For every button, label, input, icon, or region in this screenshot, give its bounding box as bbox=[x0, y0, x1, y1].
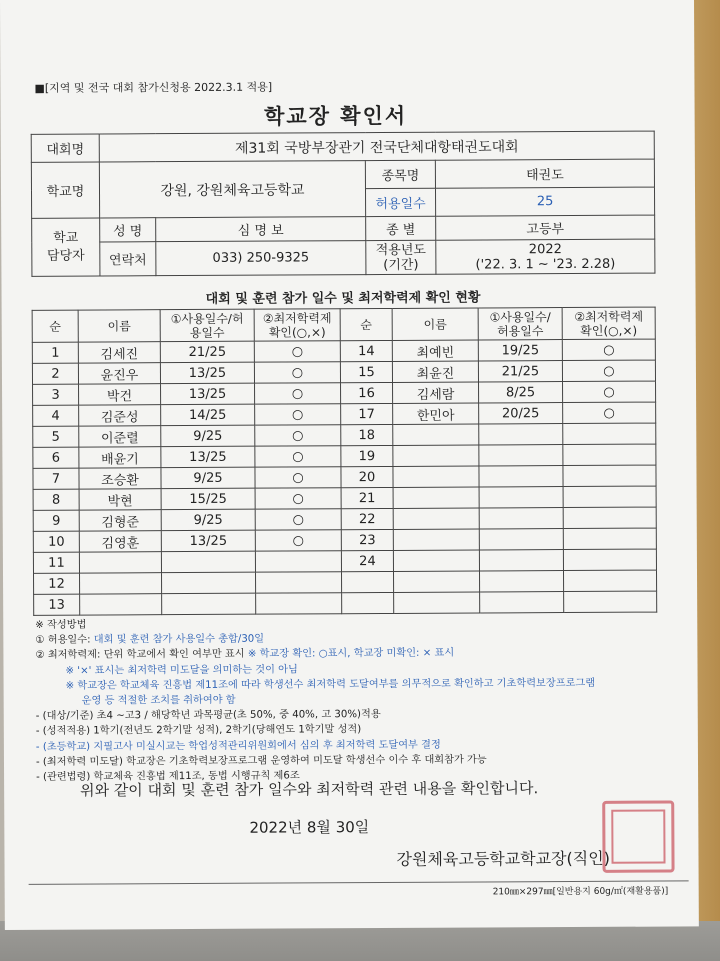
student-name: 박건 bbox=[79, 384, 161, 405]
row-number-2: 19 bbox=[341, 445, 393, 466]
row-number-2: 16 bbox=[341, 382, 393, 403]
student-name: 김영훈 bbox=[79, 531, 161, 552]
used-days-2 bbox=[479, 466, 563, 487]
min-check-2: ○ bbox=[563, 381, 656, 402]
row-number-2: 18 bbox=[341, 424, 393, 445]
used-days-2: 20/25 bbox=[479, 403, 563, 424]
row-number: 6 bbox=[33, 447, 79, 468]
student-name-2 bbox=[393, 508, 479, 529]
used-days: 21/25 bbox=[160, 341, 254, 362]
student-name-2: 한민아 bbox=[393, 403, 479, 424]
row-number-2: 15 bbox=[340, 361, 392, 382]
roster-table bbox=[32, 307, 658, 616]
row-number: 3 bbox=[33, 384, 79, 405]
col-header-no: 순 bbox=[32, 310, 78, 342]
row-number: 4 bbox=[33, 405, 79, 426]
used-days-2: 21/25 bbox=[478, 361, 562, 382]
used-days: 9/25 bbox=[161, 509, 255, 530]
event-label: 종목명 bbox=[365, 160, 435, 188]
note-1-body: 대회 및 훈련 참가 사용일수 총합/30일 bbox=[93, 633, 265, 646]
allowed-days-label: 허용일수 bbox=[365, 188, 435, 216]
student-name bbox=[79, 552, 161, 573]
used-days bbox=[162, 593, 256, 614]
min-check-2 bbox=[563, 570, 656, 591]
min-check-2 bbox=[563, 465, 656, 486]
row-number: 7 bbox=[33, 468, 79, 489]
row-number-2: 20 bbox=[341, 466, 393, 487]
student-name: 김준성 bbox=[79, 405, 161, 426]
note-line-6: - (대상/기준) 초4 ~고3 / 해당학년 과목평균(초 50%, 중 40%, 고 30%)적용 bbox=[35, 709, 381, 723]
row-number: 11 bbox=[33, 552, 79, 573]
min-check: ○ bbox=[255, 467, 341, 488]
row-number-2 bbox=[342, 592, 394, 613]
used-days bbox=[161, 551, 255, 572]
roster-body bbox=[32, 339, 656, 615]
col-header-min2: ②최저학력제 확인(○,×) bbox=[562, 307, 655, 339]
document-title: 학교장 확인서 bbox=[264, 103, 408, 129]
col-header-no2: 순 bbox=[340, 308, 392, 340]
student-name-2 bbox=[393, 529, 479, 550]
contact-group-label: 학교 담당자 bbox=[32, 218, 100, 276]
note-2-prefix: ② 최저학력제: 단위 학교에서 확인 여부만 표시 bbox=[35, 649, 248, 662]
min-check: ○ bbox=[255, 509, 341, 530]
min-check-2 bbox=[563, 549, 656, 570]
year-cell bbox=[436, 239, 655, 274]
student-name-2: 김세람 bbox=[393, 382, 479, 403]
min-check-2 bbox=[563, 507, 656, 528]
row-number-2: 23 bbox=[341, 529, 393, 550]
min-check-2: ○ bbox=[562, 360, 655, 381]
used-days-2 bbox=[479, 508, 563, 529]
used-days-2: 8/25 bbox=[479, 382, 563, 403]
min-check: ○ bbox=[254, 362, 340, 383]
row-number: 5 bbox=[33, 426, 79, 447]
used-days-2: 19/25 bbox=[478, 340, 562, 361]
student-name-2: 최예빈 bbox=[392, 340, 478, 361]
year-period: ('22. 3. 1 ~ '23. 2.28) bbox=[475, 256, 616, 273]
student-name-2 bbox=[393, 466, 479, 487]
name-label: 성 명 bbox=[100, 218, 156, 242]
used-days-2 bbox=[479, 445, 563, 466]
row-number: 9 bbox=[33, 510, 79, 531]
note-line-3: ※ '×' 표시는 최저학력 미도달을 의미하는 것이 아님 bbox=[65, 664, 298, 677]
min-check-2 bbox=[563, 486, 656, 507]
used-days-2 bbox=[480, 592, 564, 613]
row-number-2: 21 bbox=[341, 487, 393, 508]
row-number-2: 24 bbox=[341, 550, 393, 571]
student-name-2 bbox=[393, 487, 479, 508]
note-line-5: 운영 등 적절한 조치를 취하여야 함 bbox=[81, 694, 236, 707]
note-2-body: ※ 학교장 확인: ○표시, 학교장 미확인: × 표시 bbox=[247, 648, 455, 661]
min-check: ○ bbox=[255, 446, 341, 467]
used-days-2 bbox=[479, 424, 563, 445]
used-days: 13/25 bbox=[160, 362, 254, 383]
used-days: 13/25 bbox=[161, 383, 255, 404]
competition-label: 대회명 bbox=[31, 134, 99, 162]
issue-date: 2022년 8월 30일 bbox=[249, 818, 370, 837]
min-check: ○ bbox=[255, 404, 341, 425]
min-check: ○ bbox=[255, 425, 341, 446]
row-number-2: 14 bbox=[340, 340, 392, 361]
min-check-2 bbox=[563, 528, 656, 549]
student-name-2 bbox=[393, 445, 479, 466]
student-name-2 bbox=[394, 592, 480, 613]
category-value: 고등부 bbox=[436, 215, 655, 240]
allowed-days-value: 25 bbox=[435, 187, 654, 216]
competition-value: 제31회 국방부장관기 전국단체대항태권도대회 bbox=[99, 131, 654, 162]
row-number: 10 bbox=[33, 531, 79, 552]
min-check bbox=[255, 572, 341, 593]
row-number: 2 bbox=[32, 363, 78, 384]
col-header-days2: ①사용일수/ 허용일수 bbox=[478, 308, 562, 340]
min-check: ○ bbox=[255, 530, 341, 551]
row-number: 13 bbox=[34, 594, 80, 615]
row-number-2 bbox=[341, 571, 393, 592]
min-check-2: ○ bbox=[563, 402, 656, 423]
row-number: 8 bbox=[33, 489, 79, 510]
official-seal-stamp bbox=[602, 800, 674, 872]
student-name: 김세진 bbox=[78, 342, 160, 363]
min-check-2 bbox=[563, 423, 656, 444]
row-number-2: 22 bbox=[341, 508, 393, 529]
principal-signature: 강원체육고등학교학교장(직인) bbox=[396, 848, 610, 869]
used-days-2 bbox=[479, 487, 563, 508]
paper-spec: 210㎜×297㎜[일반용지 60g/㎡(재활용품)] bbox=[492, 886, 669, 898]
used-days: 9/25 bbox=[161, 467, 255, 488]
form-note: ■[지역 및 전국 대회 참가신청용 2022.3.1 적용] bbox=[34, 80, 273, 95]
col-header-name: 이름 bbox=[78, 310, 160, 342]
col-header-name2: 이름 bbox=[392, 308, 478, 340]
min-check-2 bbox=[564, 591, 657, 612]
year-value: 2022 bbox=[528, 241, 562, 257]
note-line-9: - (최저학력 미도달) 학교장은 기초학력보장프로그램 운영하여 미도달 학생선수 이수 후 대회참가 가능 bbox=[35, 754, 487, 768]
student-name: 윤진우 bbox=[78, 363, 160, 384]
row-number-2: 17 bbox=[341, 403, 393, 424]
min-check: ○ bbox=[255, 488, 341, 509]
min-check bbox=[256, 593, 342, 614]
student-name: 박현 bbox=[79, 489, 161, 510]
row-number: 12 bbox=[34, 573, 80, 594]
phone-value: 033) 250-9325 bbox=[156, 241, 366, 276]
school-label: 학교명 bbox=[31, 162, 99, 218]
note-line-4: ※ 학교장은 학교체육 진흥법 제11조에 따라 학생선수 최저학력 도달여부를 의무적으로 확인하고 기초학력보장프로그램 bbox=[65, 677, 596, 692]
table-row bbox=[34, 591, 657, 615]
notes-section bbox=[35, 614, 686, 785]
student-name-2 bbox=[393, 571, 479, 592]
min-check: ○ bbox=[255, 383, 341, 404]
col-header-days: ①사용일수/허 용일수 bbox=[160, 309, 254, 341]
used-days-2 bbox=[479, 550, 563, 571]
used-days-2 bbox=[479, 529, 563, 550]
min-check bbox=[255, 551, 341, 572]
year-label: 적용년도 (기간) bbox=[366, 240, 436, 274]
student-name bbox=[80, 573, 162, 594]
col-header-min: ②최저학력제 확인(○,×) bbox=[254, 309, 340, 341]
note-line-8: - (초등학교) 지필고사 미실시교는 학업성적관리위원회에서 심의 후 최저학력 도달여부 결정 bbox=[35, 739, 441, 753]
min-check-2: ○ bbox=[562, 339, 655, 360]
min-check-2 bbox=[563, 444, 656, 465]
roster-section-title: 대회 및 훈련 참가 일수 및 최저학력제 확인 현황 bbox=[205, 290, 481, 307]
confirmation-statement: 위와 같이 대회 및 훈련 참가 일수와 최저학력 관련 내용을 확인합니다. bbox=[79, 779, 539, 800]
student-name: 배윤기 bbox=[79, 447, 161, 468]
student-name: 김형준 bbox=[79, 510, 161, 531]
student-name: 조승환 bbox=[79, 468, 161, 489]
student-name-2 bbox=[393, 424, 479, 445]
used-days: 14/25 bbox=[161, 404, 255, 425]
info-table bbox=[31, 131, 656, 277]
student-name-2: 최윤진 bbox=[392, 361, 478, 382]
min-check: ○ bbox=[254, 341, 340, 362]
phone-label: 연락처 bbox=[100, 242, 156, 276]
note-line-10: - (관련법령) 학교체육 진흥법 제11조, 동법 시행규칙 제6조 bbox=[36, 770, 300, 783]
used-days bbox=[162, 572, 256, 593]
row-number: 1 bbox=[32, 342, 78, 363]
used-days: 15/25 bbox=[161, 488, 255, 509]
name-value: 심 명 보 bbox=[156, 217, 366, 242]
used-days-2 bbox=[479, 571, 563, 592]
school-value: 강원, 강원체육고등학교 bbox=[99, 161, 365, 218]
used-days: 13/25 bbox=[161, 530, 255, 551]
student-name: 이준렬 bbox=[79, 426, 161, 447]
event-value: 태권도 bbox=[435, 159, 654, 188]
category-label: 종 별 bbox=[366, 216, 436, 240]
note-line-7: - (성적적용) 1학기(전년도 2학기말 성적), 2학기(당해연도 1학기말 성적) bbox=[35, 724, 362, 738]
note-1-prefix: ① 허용일수: bbox=[35, 634, 94, 647]
student-name bbox=[80, 594, 162, 615]
notes-heading: ※ 작성방법 bbox=[35, 619, 87, 631]
used-days: 13/25 bbox=[161, 446, 255, 467]
student-name-2 bbox=[393, 550, 479, 571]
used-days: 9/25 bbox=[161, 425, 255, 446]
